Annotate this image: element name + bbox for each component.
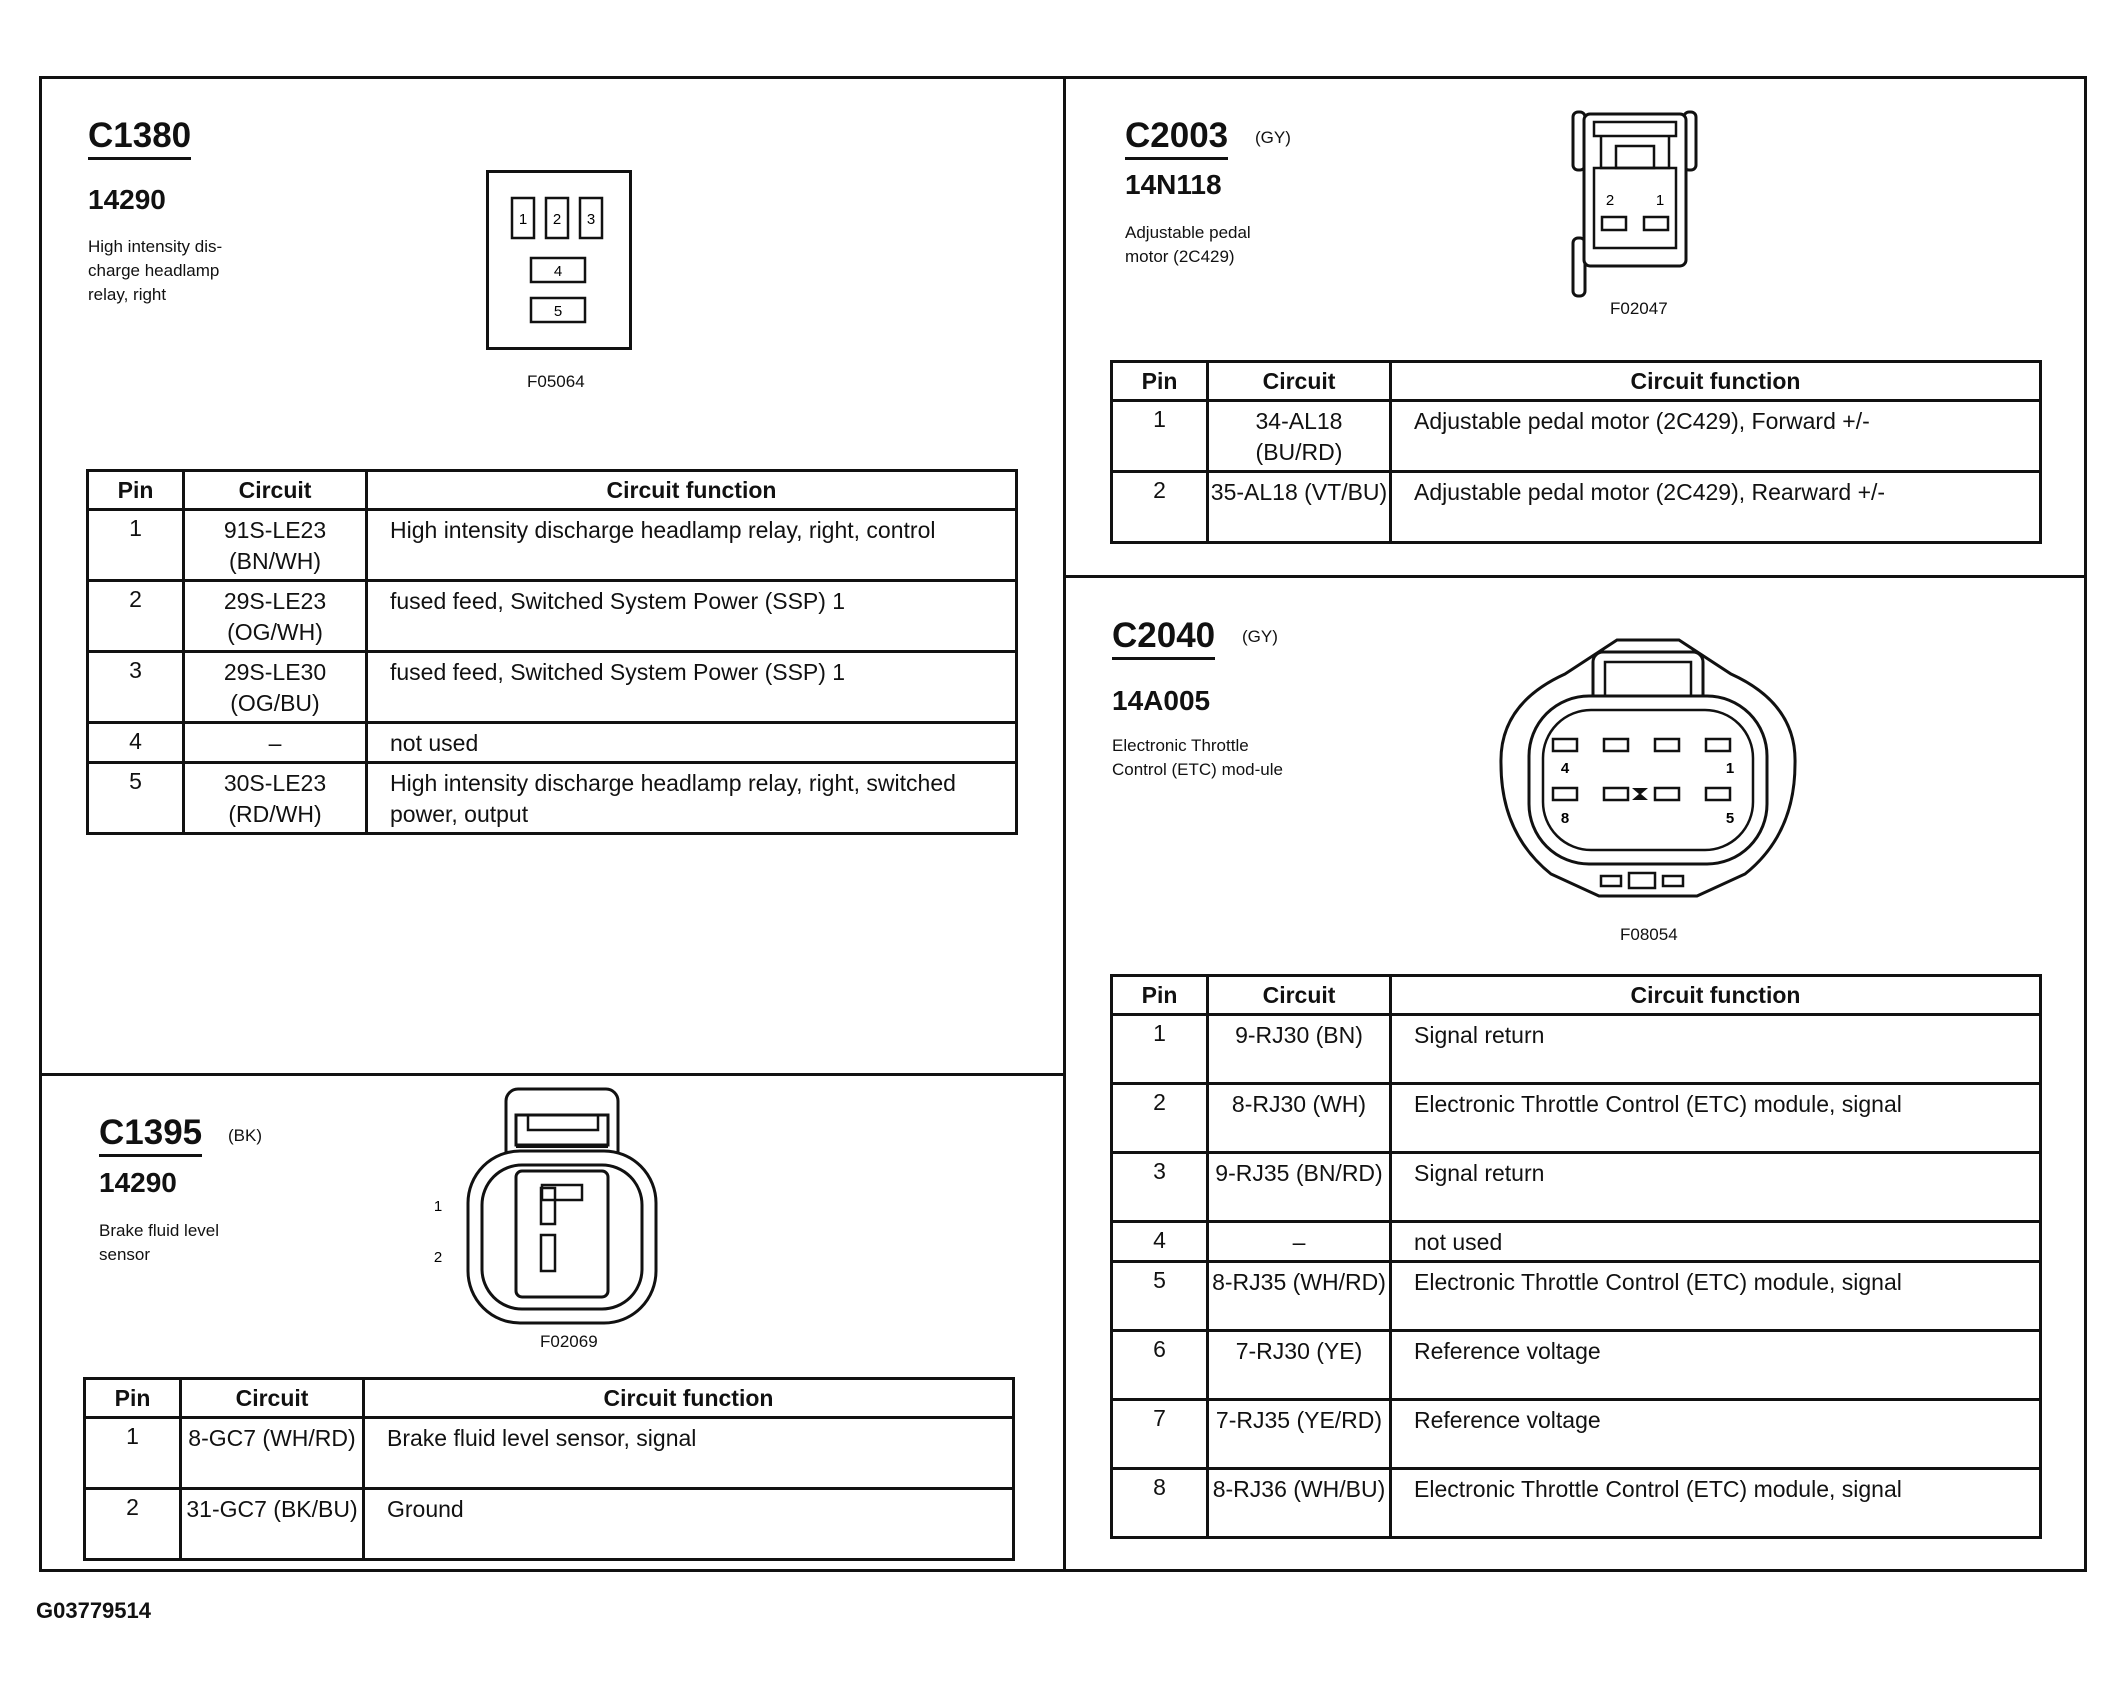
part-number: 14290 <box>88 184 166 215</box>
pinout-table-c1380 <box>86 469 1018 835</box>
table-row <box>1112 1084 2041 1153</box>
circuit-cell: 8-RJ30 (WH) <box>1208 1084 1391 1153</box>
table-row <box>1112 1331 2041 1400</box>
connector-color: (GY) <box>1255 128 1291 147</box>
function-cell: High intensity discharge headlamp relay, right, switched power, output <box>367 763 1017 834</box>
cavity-label: 5 <box>553 303 563 320</box>
cavity-label: 3 <box>586 211 596 228</box>
function-cell: Signal return <box>1391 1015 2041 1084</box>
part-number: 14N118 <box>1125 169 1222 200</box>
table-row <box>1112 472 2041 543</box>
cavity-label: 1 <box>1725 760 1735 777</box>
cavity-label: 2 <box>433 1249 443 1266</box>
col-header-pin: Pin <box>1112 362 1208 401</box>
function-cell: Reference voltage <box>1391 1331 2041 1400</box>
function-cell: Electronic Throttle Control (ETC) module, signal <box>1391 1469 2041 1538</box>
connector-title: C2040 <box>1112 618 1215 660</box>
document-id: G03779514 <box>36 1598 151 1623</box>
function-cell: fused feed, Switched System Power (SSP) 1 <box>367 652 1017 723</box>
circuit-cell: 9-RJ30 (BN) <box>1208 1015 1391 1084</box>
cavity-label: 5 <box>1725 810 1735 827</box>
cavity-label: 4 <box>553 263 563 280</box>
table-row <box>1112 1153 2041 1222</box>
pin-cell: 4 <box>1112 1222 1208 1262</box>
circuit-cell: 9-RJ35 (BN/RD) <box>1208 1153 1391 1222</box>
function-cell: Electronic Throttle Control (ETC) module, signal <box>1391 1262 2041 1331</box>
circuit-cell: 7-RJ30 (YE) <box>1208 1331 1391 1400</box>
pin-cell: 2 <box>1112 472 1208 543</box>
pin-cell: 2 <box>1112 1084 1208 1153</box>
pin-cell: 2 <box>85 1489 181 1560</box>
connector-title: C1395 <box>99 1115 202 1157</box>
col-header-pin: Pin <box>85 1379 181 1418</box>
function-cell: not used <box>367 723 1017 763</box>
table-row <box>1112 1400 2041 1469</box>
circuit-cell: – <box>1208 1222 1391 1262</box>
pinout-table-c2040 <box>1110 974 2042 1539</box>
circuit-cell: 8-GC7 (WH/RD) <box>181 1418 364 1489</box>
figure-id: F02047 <box>1610 299 1668 318</box>
circuit-cell: – <box>184 723 367 763</box>
col-header-pin: Pin <box>1112 976 1208 1015</box>
col-header-circuit: Circuit <box>1208 362 1391 401</box>
pinout-table-c1395 <box>83 1377 1015 1561</box>
right-section-divider <box>1064 575 2087 578</box>
function-cell: High intensity discharge headlamp relay, right, control <box>367 510 1017 581</box>
connector-c1380-face <box>486 170 632 350</box>
pinout-table-c2003 <box>1110 360 2042 544</box>
circuit-cell: 7-RJ35 (YE/RD) <box>1208 1400 1391 1469</box>
connector-description: Brake fluid level sensor <box>99 1221 220 1264</box>
col-header-circuit: Circuit <box>1208 976 1391 1015</box>
pin-cell: 1 <box>1112 401 1208 472</box>
col-header-pin: Pin <box>88 471 184 510</box>
pin-cell: 5 <box>1112 1262 1208 1331</box>
table-row <box>1112 1469 2041 1538</box>
part-number: 14290 <box>99 1167 177 1198</box>
circuit-cell: 34-AL18 (BU/RD) <box>1208 401 1391 472</box>
pin-cell: 4 <box>88 723 184 763</box>
connector-c2003-face <box>1566 108 1706 298</box>
figure-id: F08054 <box>1620 925 1678 944</box>
connector-c1395-face <box>428 1085 668 1325</box>
connector-description: Electronic Throttle Control (ETC) mod-ule <box>1112 736 1283 779</box>
table-row <box>88 581 1017 652</box>
circuit-cell: 31-GC7 (BK/BU) <box>181 1489 364 1560</box>
circuit-cell: 29S-LE23 (OG/WH) <box>184 581 367 652</box>
circuit-cell: 91S-LE23 (BN/WH) <box>184 510 367 581</box>
pin-cell: 1 <box>85 1418 181 1489</box>
cavity-label: 8 <box>1560 810 1570 827</box>
circuit-cell: 35-AL18 (VT/BU) <box>1208 472 1391 543</box>
part-number: 14A005 <box>1112 685 1211 716</box>
cavity-label: 2 <box>1605 192 1615 209</box>
table-header-row <box>1112 976 2041 1015</box>
col-header-function: Circuit function <box>364 1379 1014 1418</box>
table-row <box>88 652 1017 723</box>
connector-color: (GY) <box>1242 627 1278 646</box>
circuit-cell: 8-RJ36 (WH/BU) <box>1208 1469 1391 1538</box>
connector-color: (BK) <box>228 1126 262 1145</box>
function-cell: Brake fluid level sensor, signal <box>364 1418 1014 1489</box>
cavity-label: 1 <box>1655 192 1665 209</box>
pin-cell: 1 <box>1112 1015 1208 1084</box>
cavity-label: 1 <box>518 211 528 228</box>
left-section-divider <box>39 1073 1064 1076</box>
function-cell: fused feed, Switched System Power (SSP) 1 <box>367 581 1017 652</box>
table-row <box>88 510 1017 581</box>
connector-title: C1380 <box>88 118 191 160</box>
function-cell: Reference voltage <box>1391 1400 2041 1469</box>
col-header-function: Circuit function <box>1391 976 2041 1015</box>
col-header-function: Circuit function <box>367 471 1017 510</box>
circuit-cell: 8-RJ35 (WH/RD) <box>1208 1262 1391 1331</box>
cavity-label: 2 <box>552 211 562 228</box>
pin-cell: 7 <box>1112 1400 1208 1469</box>
pin-cell: 1 <box>88 510 184 581</box>
col-header-circuit: Circuit <box>181 1379 364 1418</box>
table-row <box>1112 401 2041 472</box>
pin-cell: 3 <box>88 652 184 723</box>
connector-c2040-face <box>1493 636 1803 902</box>
pin-cell: 8 <box>1112 1469 1208 1538</box>
column-divider <box>1063 76 1066 1572</box>
table-row <box>88 723 1017 763</box>
pin-cell: 6 <box>1112 1331 1208 1400</box>
circuit-cell: 29S-LE30 (OG/BU) <box>184 652 367 723</box>
pin-cell: 2 <box>88 581 184 652</box>
cavity-label: 4 <box>1560 760 1570 777</box>
connector-description: Adjustable pedal motor (2C429) <box>1125 223 1251 266</box>
function-cell: Signal return <box>1391 1153 2041 1222</box>
function-cell: Adjustable pedal motor (2C429), Rearward +/- <box>1391 472 2041 543</box>
function-cell: Adjustable pedal motor (2C429), Forward +/- <box>1391 401 2041 472</box>
table-row <box>1112 1222 2041 1262</box>
figure-id: F05064 <box>527 372 585 391</box>
function-cell: Ground <box>364 1489 1014 1560</box>
table-row <box>85 1489 1014 1560</box>
col-header-function: Circuit function <box>1391 362 2041 401</box>
cavity-label: 1 <box>433 1198 443 1215</box>
connector-title: C2003 <box>1125 118 1228 160</box>
pin-cell: 5 <box>88 763 184 834</box>
table-header-row <box>1112 362 2041 401</box>
circuit-cell: 30S-LE23 (RD/WH) <box>184 763 367 834</box>
figure-id: F02069 <box>540 1332 598 1351</box>
table-row <box>1112 1262 2041 1331</box>
function-cell: not used <box>1391 1222 2041 1262</box>
table-header-row <box>85 1379 1014 1418</box>
table-row <box>85 1418 1014 1489</box>
connector-description: High intensity dis-charge headlamp relay, right <box>88 237 223 304</box>
pin-cell: 3 <box>1112 1153 1208 1222</box>
table-row <box>88 763 1017 834</box>
table-header-row <box>88 471 1017 510</box>
function-cell: Electronic Throttle Control (ETC) module, signal <box>1391 1084 2041 1153</box>
col-header-circuit: Circuit <box>184 471 367 510</box>
table-row <box>1112 1015 2041 1084</box>
